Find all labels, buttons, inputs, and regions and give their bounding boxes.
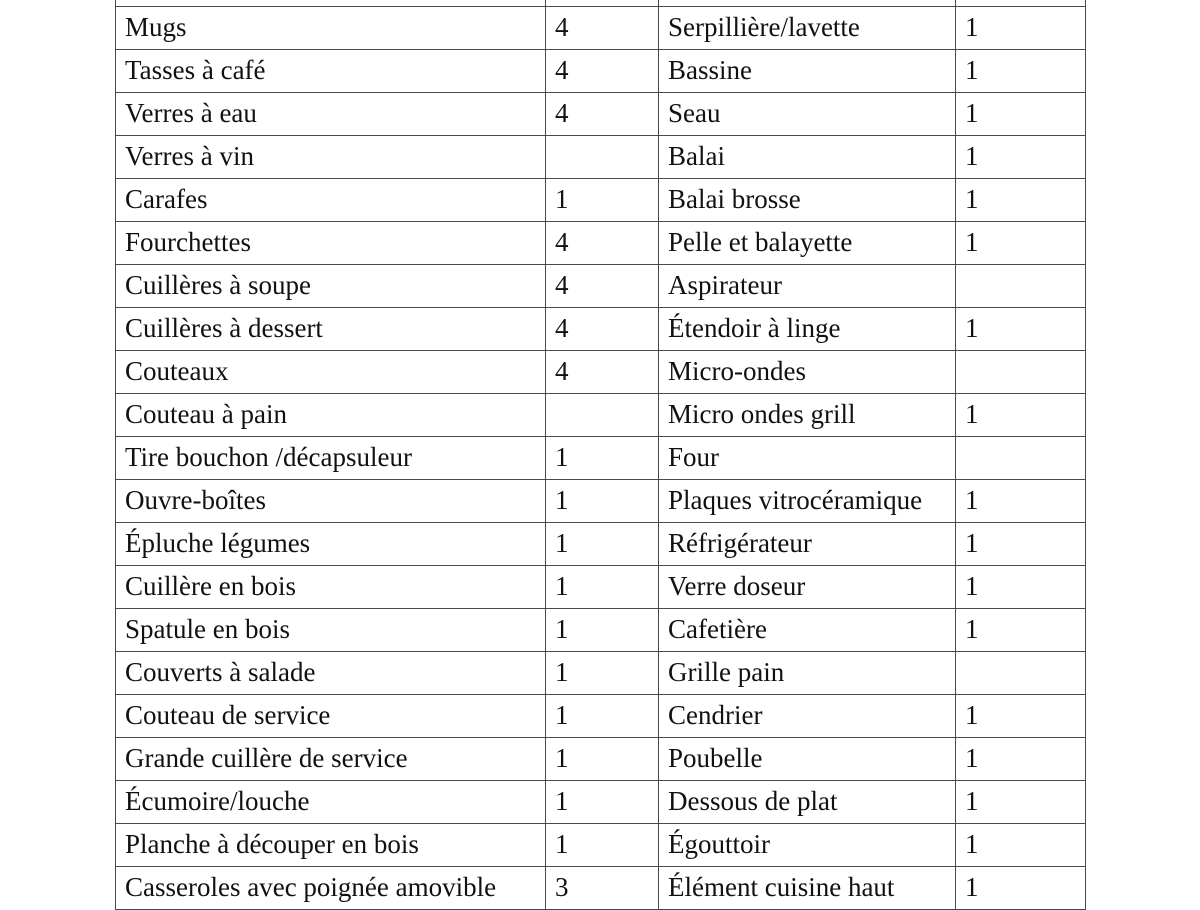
item-name-cell: Écumoire/louche — [116, 780, 546, 823]
item-name-cell: Balai — [659, 135, 956, 178]
item-name-cell: Élément cuisine haut — [659, 866, 956, 909]
item-name-cell: Couteaux — [116, 350, 546, 393]
quantity-cell: 1 — [956, 307, 1086, 350]
quantity-cell — [546, 135, 659, 178]
quantity-cell — [546, 393, 659, 436]
table-row — [116, 737, 1086, 780]
quantity-cell: 1 — [956, 6, 1086, 49]
quantity-cell: 4 — [546, 350, 659, 393]
item-name-cell: Tire bouchon /décapsuleur — [116, 436, 546, 479]
quantity-cell: 1 — [956, 178, 1086, 221]
item-name-cell: Cuillères à soupe — [116, 264, 546, 307]
item-name-cell: Étendoir à linge — [659, 307, 956, 350]
quantity-cell: 1 — [956, 135, 1086, 178]
item-name-cell: Cendrier — [659, 694, 956, 737]
table-row — [116, 651, 1086, 694]
item-name-cell: Verre doseur — [659, 565, 956, 608]
table-row — [116, 178, 1086, 221]
inventory-table-body — [116, 0, 1086, 909]
quantity-cell — [956, 350, 1086, 393]
quantity-cell: 1 — [546, 436, 659, 479]
item-name-cell: Couteau de service — [116, 694, 546, 737]
table-row — [116, 608, 1086, 651]
item-name-cell: Cuillère en bois — [116, 565, 546, 608]
item-name-cell: Micro ondes grill — [659, 393, 956, 436]
table-row — [116, 823, 1086, 866]
quantity-cell: 1 — [546, 780, 659, 823]
item-name-cell: Four — [659, 436, 956, 479]
item-name-cell: Réfrigérateur — [659, 522, 956, 565]
quantity-cell: 1 — [546, 608, 659, 651]
item-name-cell: Épluche légumes — [116, 522, 546, 565]
table-row — [116, 135, 1086, 178]
quantity-cell — [956, 264, 1086, 307]
table-row — [116, 49, 1086, 92]
item-name-cell: Balai brosse — [659, 178, 956, 221]
quantity-cell: 1 — [956, 479, 1086, 522]
item-name-cell: Planche à découper en bois — [116, 823, 546, 866]
table-row — [116, 6, 1086, 49]
item-name-cell: Égouttoir — [659, 823, 956, 866]
table-row — [116, 393, 1086, 436]
quantity-cell: 4 — [546, 6, 659, 49]
quantity-cell: 1 — [956, 522, 1086, 565]
table-row — [116, 694, 1086, 737]
quantity-cell: 1 — [546, 823, 659, 866]
document-page — [115, 0, 1085, 910]
item-name-cell: Grande cuillère de service — [116, 737, 546, 780]
quantity-cell: 1 — [956, 221, 1086, 264]
quantity-cell: 1 — [956, 565, 1086, 608]
quantity-cell: 1 — [956, 823, 1086, 866]
table-row — [116, 264, 1086, 307]
table-row — [116, 92, 1086, 135]
table-row — [116, 221, 1086, 264]
table-row — [116, 565, 1086, 608]
quantity-cell: 1 — [546, 178, 659, 221]
quantity-cell: 1 — [546, 522, 659, 565]
table-row — [116, 436, 1086, 479]
item-name-cell: Cuillères à dessert — [116, 307, 546, 350]
partial-row-bottom — [116, 866, 1086, 909]
quantity-cell: 1 — [546, 565, 659, 608]
quantity-cell: 1 — [546, 737, 659, 780]
item-name-cell: Ouvre-boîtes — [116, 479, 546, 522]
quantity-cell — [956, 651, 1086, 694]
item-name-cell: Poubelle — [659, 737, 956, 780]
item-name-cell: Spatule en bois — [116, 608, 546, 651]
item-name-cell: Bassine — [659, 49, 956, 92]
table-row — [116, 522, 1086, 565]
quantity-cell: 3 — [546, 866, 659, 909]
quantity-cell: 1 — [956, 49, 1086, 92]
quantity-cell: 1 — [956, 780, 1086, 823]
item-name-cell: Couverts à salade — [116, 651, 546, 694]
quantity-cell: 4 — [546, 49, 659, 92]
quantity-cell: 1 — [956, 737, 1086, 780]
quantity-cell: 1 — [956, 866, 1086, 909]
quantity-cell — [956, 436, 1086, 479]
item-name-cell: Aspirateur — [659, 264, 956, 307]
quantity-cell: 1 — [546, 694, 659, 737]
quantity-cell: 4 — [546, 307, 659, 350]
table-row — [116, 350, 1086, 393]
item-name-cell: Fourchettes — [116, 221, 546, 264]
item-name-cell: Dessous de plat — [659, 780, 956, 823]
quantity-cell: 1 — [546, 651, 659, 694]
quantity-cell: 4 — [546, 264, 659, 307]
quantity-cell: 1 — [956, 694, 1086, 737]
quantity-cell: 1 — [956, 92, 1086, 135]
quantity-cell: 4 — [546, 92, 659, 135]
item-name-cell: Cafetière — [659, 608, 956, 651]
item-name-cell: Grille pain — [659, 651, 956, 694]
item-name-cell: Couteau à pain — [116, 393, 546, 436]
table-row — [116, 307, 1086, 350]
item-name-cell: Serpillière/lavette — [659, 6, 956, 49]
item-name-cell: Seau — [659, 92, 956, 135]
table-row — [116, 479, 1086, 522]
table-row — [116, 780, 1086, 823]
quantity-cell: 1 — [956, 393, 1086, 436]
item-name-cell: Casseroles avec poignée amovible — [116, 866, 546, 909]
inventory-table — [115, 0, 1086, 910]
item-name-cell: Pelle et balayette — [659, 221, 956, 264]
item-name-cell: Tasses à café — [116, 49, 546, 92]
item-name-cell: Verres à eau — [116, 92, 546, 135]
quantity-cell: 4 — [546, 221, 659, 264]
item-name-cell: Plaques vitrocéramique — [659, 479, 956, 522]
item-name-cell: Micro-ondes — [659, 350, 956, 393]
item-name-cell: Verres à vin — [116, 135, 546, 178]
item-name-cell: Mugs — [116, 6, 546, 49]
quantity-cell: 1 — [956, 608, 1086, 651]
quantity-cell: 1 — [546, 479, 659, 522]
item-name-cell: Carafes — [116, 178, 546, 221]
